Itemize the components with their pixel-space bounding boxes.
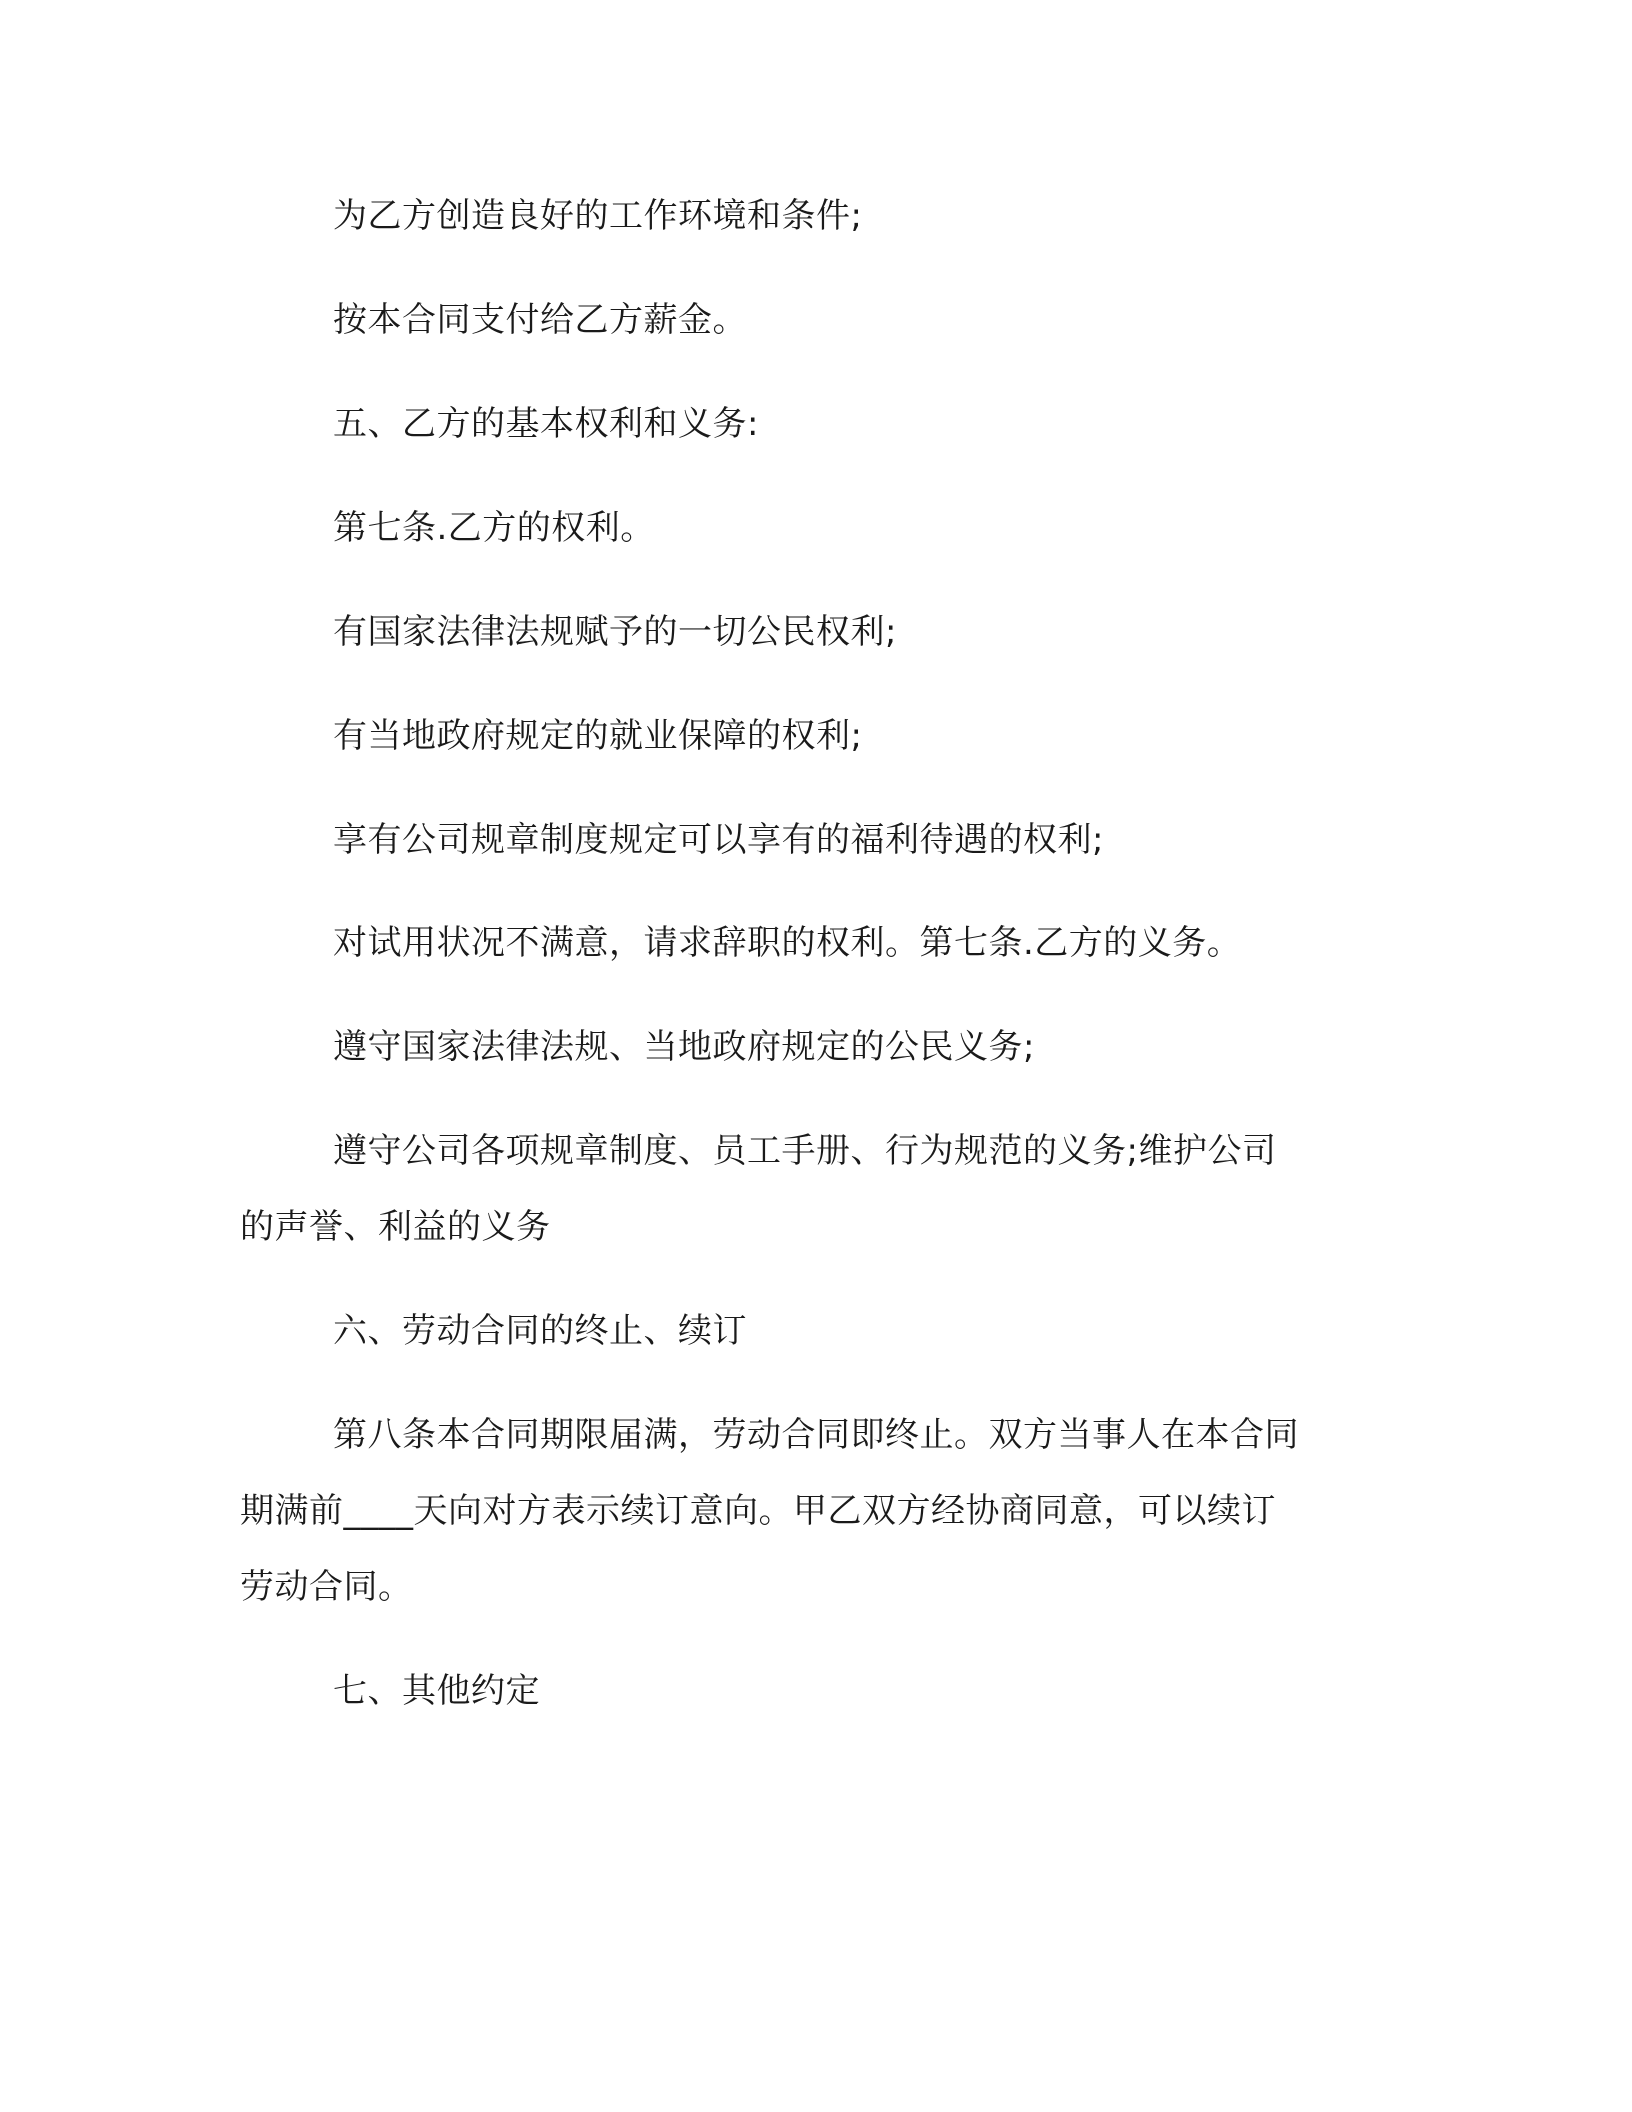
text-line: 期满前____天向对方表示续订意向。甲乙双方经协商同意，可以续订: [240, 1491, 1276, 1531]
text-line: 遵守公司各项规章制度、员工手册、行为规范的义务;维护公司: [333, 1131, 1277, 1171]
text-line: 有国家法律法规赋予的一切公民权利;: [333, 612, 897, 652]
section-heading: 七、其他约定: [333, 1671, 540, 1711]
text-line: 的声誉、利益的义务: [240, 1207, 551, 1247]
text-line: 遵守国家法律法规、当地政府规定的公民义务;: [333, 1027, 1035, 1067]
text-line: 劳动合同。: [240, 1567, 413, 1607]
text-line: 按本合同支付给乙方薪金。: [333, 300, 747, 340]
section-heading: 六、劳动合同的终止、续订: [333, 1311, 747, 1351]
text-line: 有当地政府规定的就业保障的权利;: [333, 716, 863, 756]
text-line: 享有公司规章制度规定可以享有的福利待遇的权利;: [333, 820, 1104, 860]
text-line: 第八条本合同期限届满，劳动合同即终止。双方当事人在本合同: [333, 1415, 1299, 1455]
text-line: 为乙方创造良好的工作环境和条件;: [333, 196, 863, 236]
section-heading: 五、乙方的基本权利和义务:: [333, 404, 759, 444]
article-heading: 第七条.乙方的权利。: [333, 508, 655, 548]
text-line: 对试用状况不满意，请求辞职的权利。第七条.乙方的义务。: [333, 923, 1242, 963]
